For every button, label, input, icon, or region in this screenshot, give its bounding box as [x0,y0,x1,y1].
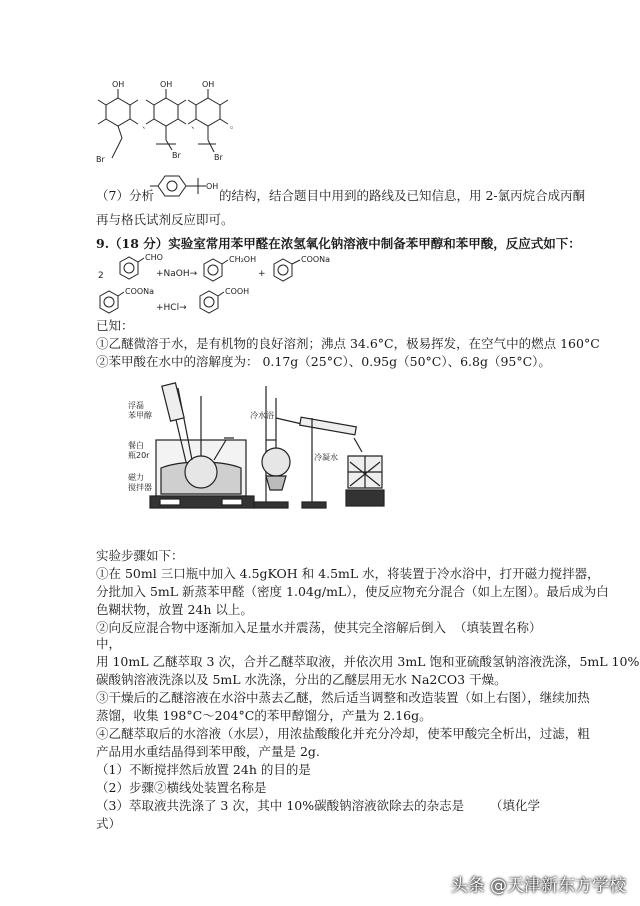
q7-oh-label: OH [206,182,219,191]
equation-1 [96,252,456,288]
oh-label-2: OH [160,80,173,89]
left-apparatus [150,383,254,508]
period: 。 [230,121,240,131]
br-label-3: Br [214,153,223,162]
eq1-plus: + [258,269,266,279]
left-label-6: 搅拌器 [128,483,152,492]
br-label-2: Br [172,151,181,160]
step3a: ③干燥后的乙醚溶液在水浴中蒸去乙醚，然后适当调整和改造装置（如上右图），继续加热 [96,690,590,705]
step1b: 分批加入 5mL 新蒸苯甲醛（密度 1.04g/mL），使反应物充分混合（如上左图）。最后成为白 [96,584,609,599]
known-2: ②苯甲酸在水中的溶解度为： 0.17g（25°C）、0.95g（50°C）、6.8g（95°C）。 [96,354,551,369]
step3b: 蒸馏，收集 198°C～204°C的苯甲醇馏分，产量为 2.16g。 [96,708,432,723]
step1c: 色糊状物，放置 24h 以上。 [96,602,253,617]
oh-label-3: OH [202,80,215,89]
step2a: ②向反应混合物中逐渐加入足量水并震荡，使其完全溶解后倒入 [96,620,447,635]
known-title: 已知： [96,318,134,333]
sub-question-3-end: 式） [96,816,122,831]
eq1-coef: 2 [98,271,104,281]
step2a-blank: （填装置名称） [454,620,542,635]
right-apparatus [254,386,384,508]
q7-suffix: 的结构，结合题目中用到的路线及已知信息，用 2-氯丙烷合成丙酮 [219,188,586,203]
structure-1 [96,80,138,164]
steps-title: 实验步骤如下： [96,548,184,563]
q9-title: 9.（18 分）实验室常用苯甲醛在浓氢氧化钠溶液中制备苯甲醇和苯甲酸，反应式如下： [96,236,581,251]
oh-label-1: OH [112,80,125,89]
eq2-plus-hcl: +HCl→ [156,303,187,313]
eq1-plus-naoh: +NaOH→ [156,269,198,279]
step2c: 用 10mL 乙醚萃取 3 次，合并乙醚萃取液，并依次用 3mL 饱和亚硫酸氢钠溶液洗涤，5mL 10% [96,654,640,669]
watermark: 头条 @天津新东方学校 [450,876,626,896]
eq1-ch2oh: CH₂OH [229,255,257,264]
sub-question-1: （1）不断搅拌然后放置 24h 的目的是 [96,762,311,777]
mid-label: 冷水浴 [250,411,274,420]
apparatus-figure [126,378,396,518]
q7-structure [148,170,220,200]
left-label-1: 浮磊 [128,401,144,410]
top-structures [90,78,350,164]
equation-2 [96,286,296,322]
eq2-cooh: COOH [225,287,250,296]
left-label-2: 苯甲醇 [128,411,152,420]
eq1-cho: CHO [145,253,163,262]
step1a: ①在 50ml 三口瓶中加入 4.5gKOH 和 4.5mL 水，将装置于冷水浴中，打开磁力搅拌器， [96,566,600,581]
br-label-1: Br [96,155,105,164]
sub-question-3: （3）萃取液共洗涤了 3 次，其中 10%碳酸钠溶液欲除去的杂志是 [96,798,465,813]
structure-2 [146,80,186,160]
eq2-coona: COONa [125,287,155,296]
q7-prefix: （7）分析 [96,188,154,203]
step4a: ④乙醚萃取后的水溶液（水层），用浓盐酸酸化并充分冷却，使苯甲酸完全析出，过滤，粗 [96,726,590,741]
left-label-3: 餐白 [128,441,144,450]
left-label-5: 磁力 [128,473,144,482]
step2d: 碳酸钠溶液洗涤以及 5mL 水洗涤，分出的乙醚层用无水 Na2CO3 干燥。 [96,672,507,687]
sub-question-2: （2）步骤②横线处装置名称是 [96,780,267,795]
sub-question-3-blank: （填化学 [490,798,541,813]
separator-1: 、 [142,121,152,131]
separator-2: 、 [191,121,201,131]
step2b: 中， [96,636,122,651]
step4b: 产品用水重结晶得到苯甲酸，产量是 2g. [96,744,320,759]
left-label-4: 瓶20r [128,451,150,460]
known-1: ①乙醚微溶于水，是有机物的良好溶剂；沸点 34.6°C，极易挥发，在空气中的燃点 160°C [96,336,600,351]
eq1-coona: COONa [301,255,331,264]
right-label: 冷凝水 [314,453,338,462]
q7-line2: 再与格氏试剂反应即可。 [96,212,234,227]
